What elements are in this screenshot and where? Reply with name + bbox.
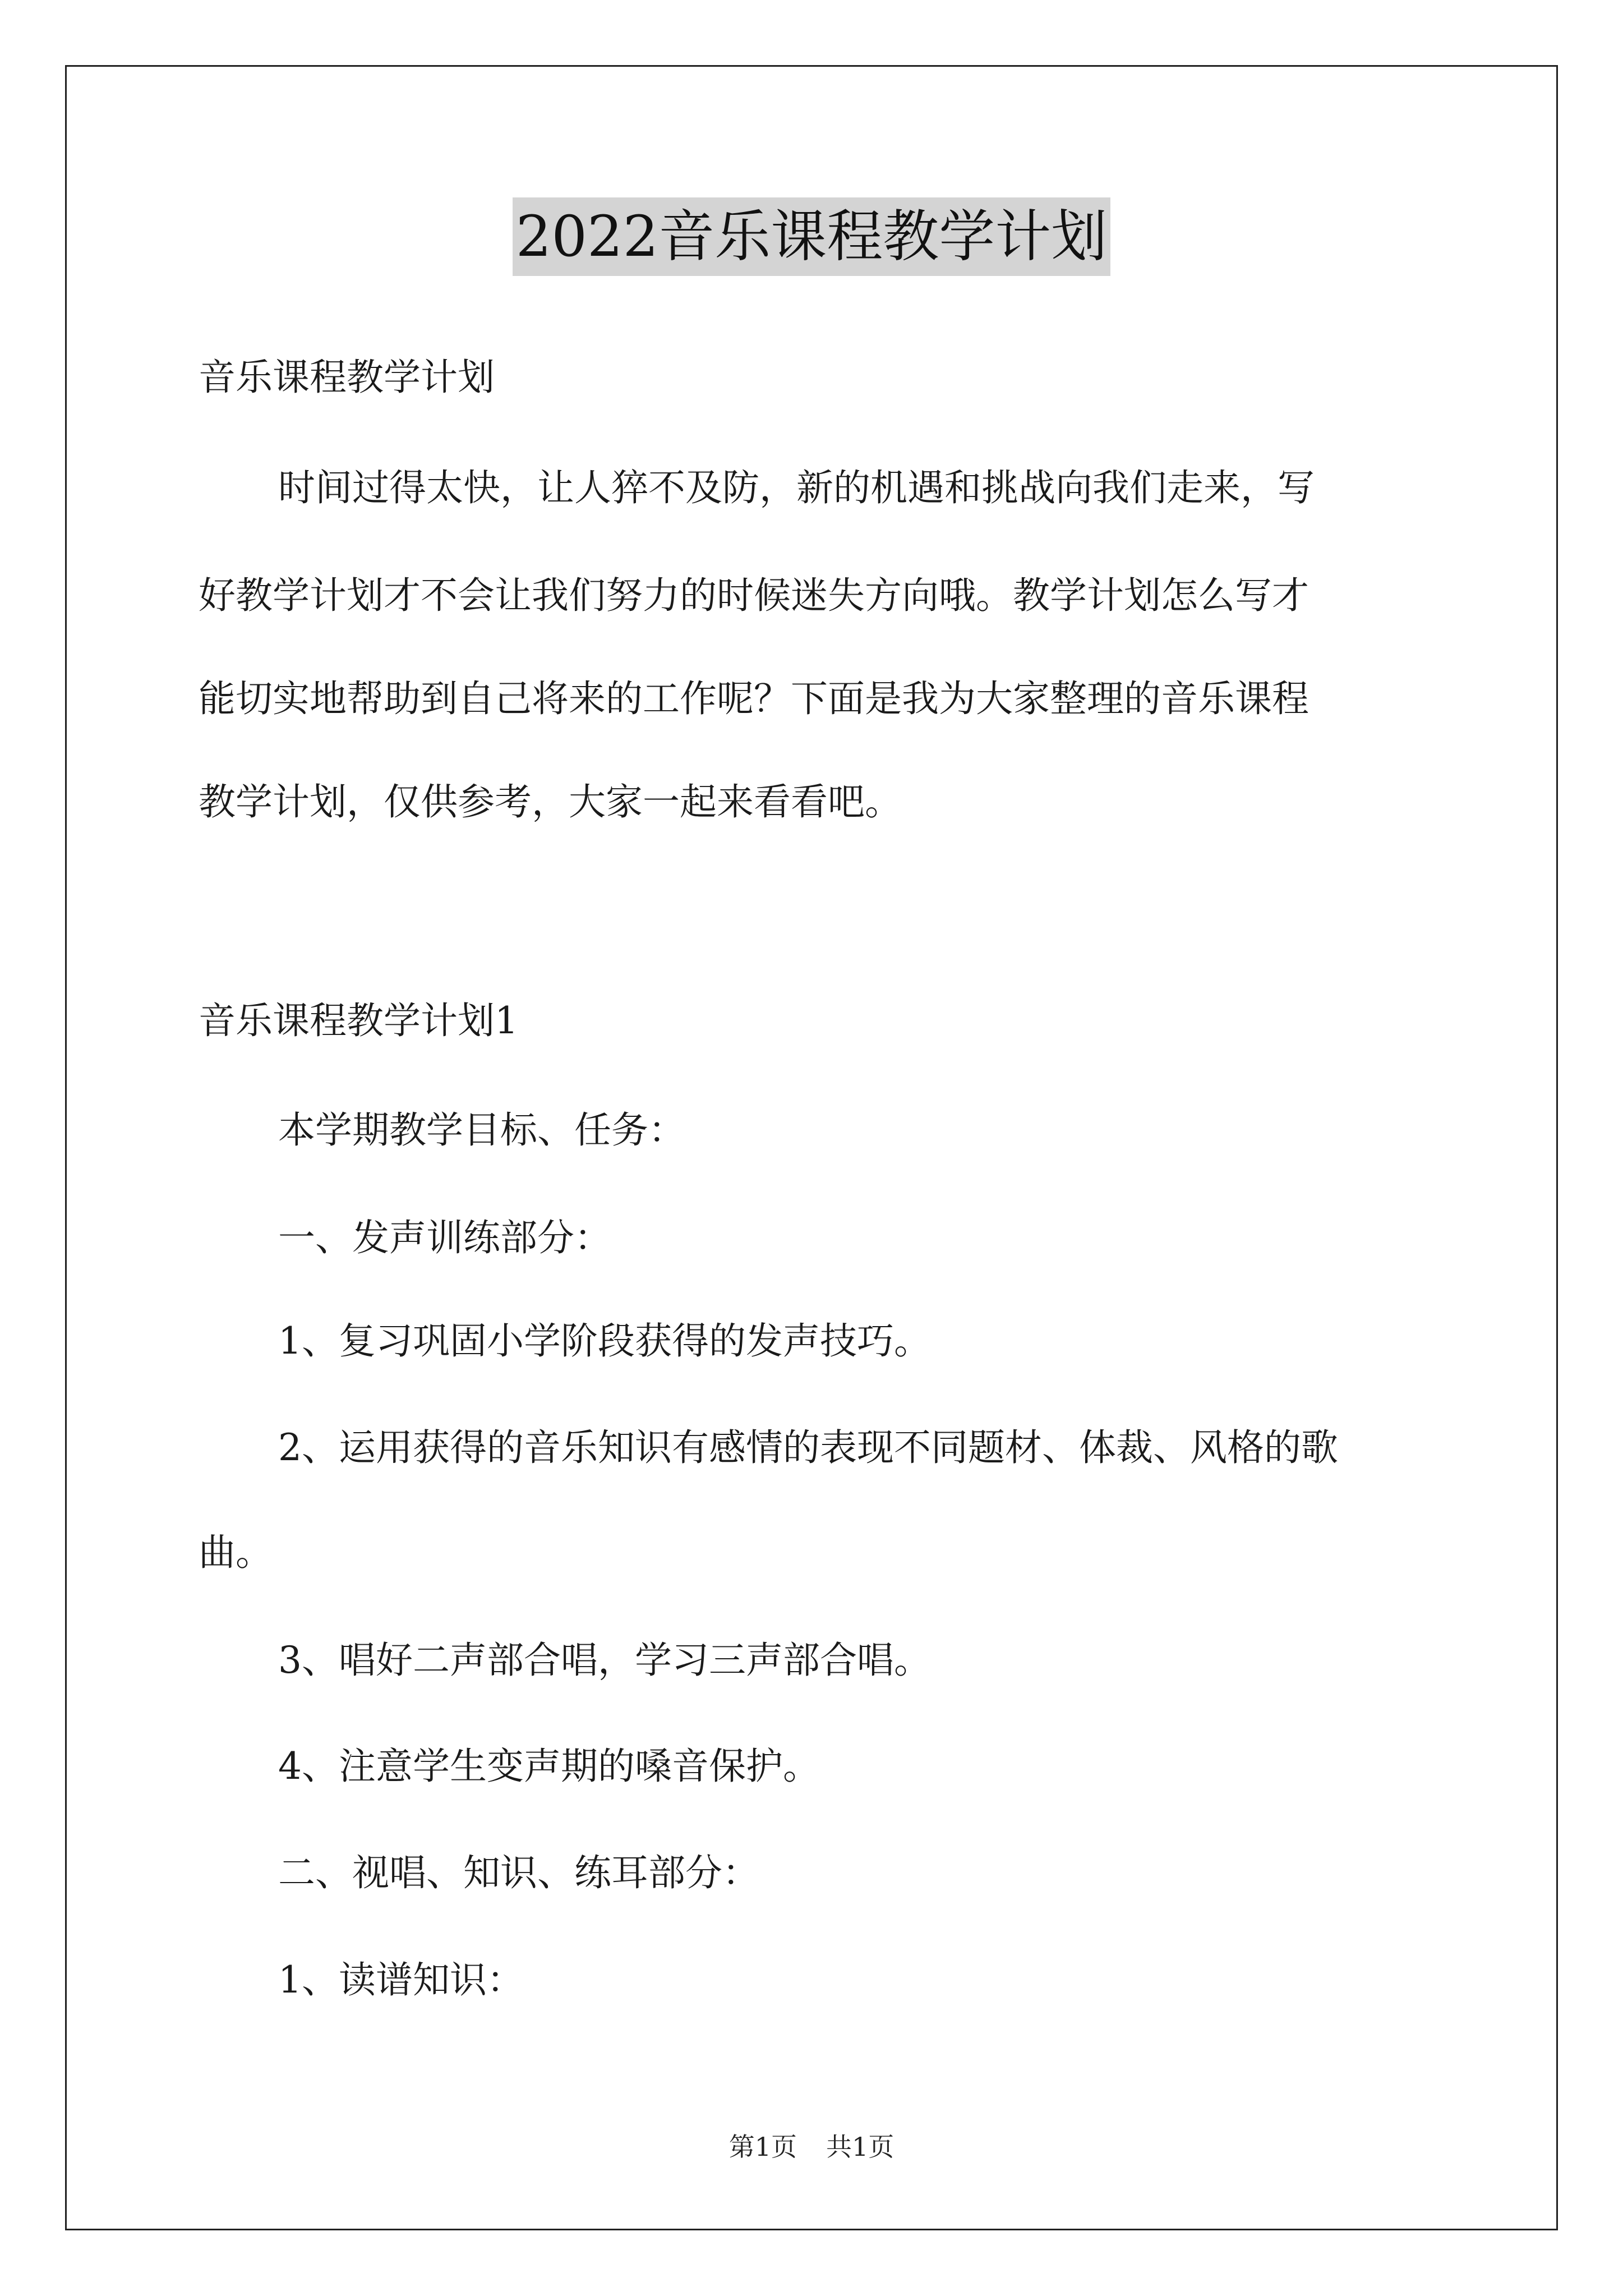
body-line-2: 一、发声训练部分： (278, 1216, 611, 1259)
section-heading: 音乐课程教学计划1 (199, 999, 518, 1042)
page-number: 第1页 (728, 2132, 797, 2162)
body-line-1: 本学期教学目标、任务： (278, 1108, 685, 1152)
page-total: 共1页 (826, 2132, 895, 2162)
page-footer (0, 2130, 1623, 2164)
intro-line-1: 时间过得太快，让人猝不及防，新的机遇和挑战向我们走来，写 (278, 466, 1315, 509)
body-line-7: 4、注意学生变声期的嗓音保护。 (278, 1745, 820, 1788)
title-container (0, 197, 1623, 276)
body-line-5: 曲。 (199, 1531, 273, 1574)
body-line-9: 1、读谱知识： (278, 1958, 524, 2001)
body-line-4: 2、运用获得的音乐知识有感情的表现不同题材、体裁、风格的歌 (278, 1426, 1338, 1469)
body-line-3: 1、复习巩固小学阶段获得的发声技巧。 (278, 1319, 931, 1363)
intro-line-2: 好教学计划才不会让我们努力的时候迷失方向哦。教学计划怎么写才 (199, 574, 1309, 617)
body-line-6: 3、唱好二声部合唱，学习三声部合唱。 (278, 1639, 931, 1682)
intro-line-4: 教学计划，仅供参考，大家一起来看看吧。 (199, 780, 902, 823)
document-subtitle: 音乐课程教学计划 (199, 356, 495, 399)
document-title: 2022音乐课程教学计划 (513, 197, 1111, 276)
body-line-8: 二、视唱、知识、练耳部分： (278, 1851, 759, 1894)
intro-line-3: 能切实地帮助到自己将来的工作呢？下面是我为大家整理的音乐课程 (199, 677, 1309, 720)
